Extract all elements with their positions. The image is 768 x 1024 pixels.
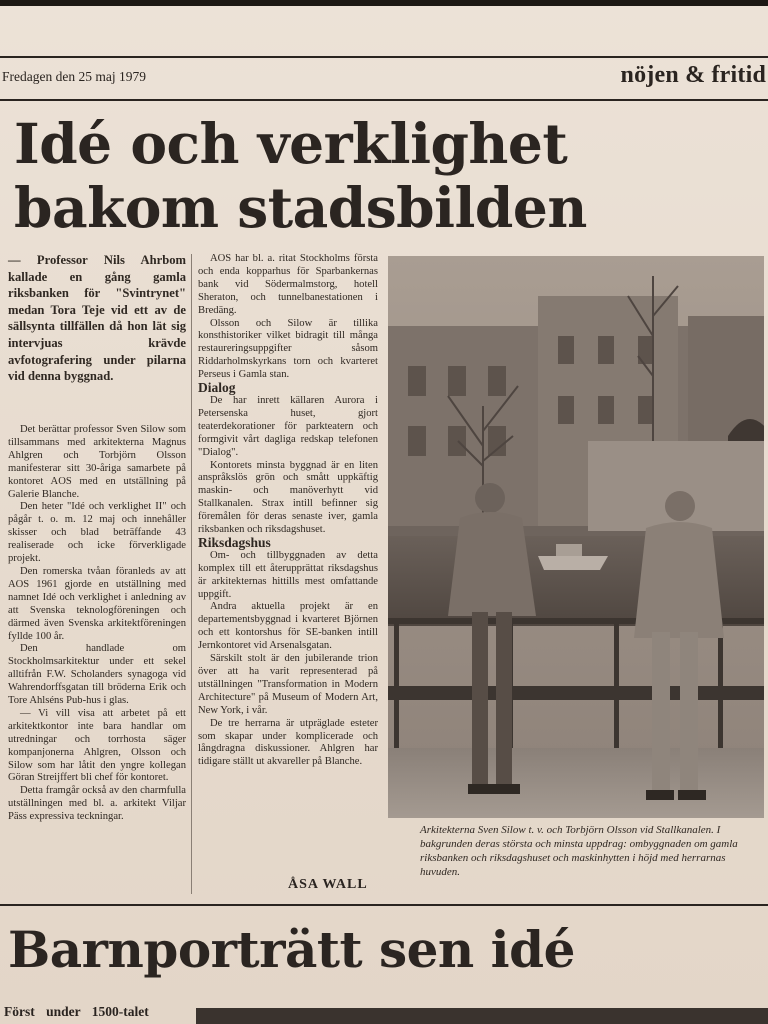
photo-caption: Arkitekterna Sven Silow t. v. och Torbjörn Olsson vid Stallkanalen. I bakgrunden deras största och minsta uppdrag: ombyggnaden om gamla riksbanken och riksdagshuset och maskinhytten i höjd med herrarnas huvuden. — [420, 824, 738, 878]
body-paragraph: AOS har bl. a. ritat Stockholms första och enda kopparhus för Sparbankernas bank vid Södermalmstorg, hotell Sheraton, och tunnelbanestationen i Bredäng. — [198, 253, 378, 316]
section-title: nöjen & fritid — [620, 62, 766, 88]
body-paragraph: Detta framgår också av den charmfulla utställningen med bl. a. arkitekt Viljar Päss expressiva teckningar. — [8, 785, 186, 823]
column-1 — [8, 424, 186, 824]
column-divider — [191, 254, 192, 894]
subheading-dialog: Dialog — [198, 380, 236, 396]
body-paragraph: Andra aktuella projekt är en departementsbyggnad i kvarteret Björnen och ett kontorshus för SE-banken intill Jernkontoret vid Arsenalsgatan. — [198, 601, 378, 652]
body-paragraph: Särskilt stolt är den jubilerande trion över att ha varit representerad på utställningen "Transformation in Modern Architecture" på Museum of Modern Art, New York, i vår. — [198, 653, 378, 716]
body-paragraph: Om- och tillbyggnaden av detta komplex till ett återupprättat riksdagshus är arkitekternas hittills mest omfattande uppgift. — [198, 549, 378, 600]
header-rule-top — [0, 56, 768, 58]
body-paragraph: Den handlade om Stockholmsarkitektur under ett sekel alltifrån F.W. Scholanders synagoga vid Wahrendorffsgatan till bröderna Erik och Tore Ahlséns Pub-hus i glas. — [8, 643, 186, 707]
dateline: Fredagen den 25 maj 1979 — [2, 69, 146, 84]
article-photo — [388, 256, 764, 818]
headline-line-2: bakom stadsbilden — [14, 175, 587, 240]
body-paragraph: Olsson och Silow är tillika konsthistoriker vilket bidragit till många restaureringsuppgifter såsom Riddarholmskyrkans torn och kvarteret Perseus i Gamla stan. — [198, 317, 378, 381]
body-paragraph: De tre herrarna är utpräglade esteter som skapar under komplicerade och långdragna diskussioner. Ahlgren har tidigare ställt ut akvareller på Blanche. — [198, 717, 378, 768]
subheading-riksdagshus: Riksdagshus — [198, 534, 271, 550]
headline-line-1: Idé och verklighet — [14, 111, 568, 176]
column-2 — [198, 253, 378, 769]
body-paragraph: Den heter "Idé och verklighet II" och pågår t. o. m. 12 maj och innehåller skisser och blad beträffande 43 realiserade och icke förverkligade projekt. — [8, 501, 186, 565]
next-article-kicker: Först under 1500-talet — [4, 1004, 149, 1019]
header-rule-bottom — [0, 99, 768, 101]
body-paragraph: Den romerska tvåan föranleds av att AOS 1961 gjorde en utställning med namnet Idé och verklighet i anledning av att Svenska teknologföreningen och därmed även Svenska arkitektföreningen fyllde 100 år. — [8, 565, 186, 642]
next-article-image-edge — [196, 1008, 768, 1024]
next-article-headline: Barnporträtt sen idé — [8, 920, 575, 979]
body-paragraph: De har inrett källaren Aurora i Petersenska huset, gjort teaterdekorationer för parkteatern och formgivit vårt dagliga redskap telefonen "Dialog". — [198, 394, 378, 458]
top-edge — [0, 0, 768, 6]
body-paragraph: Kontorets minsta byggnad är en liten anspråkslös grön och smått uppkäftig maskin- och manöverhytt vid Stallkanalen. Strax intill befinner sig föremålen för deras senaste iver, gamla riksbanken och riksdagshuset. — [198, 459, 378, 536]
lead-paragraph: — Professor Nils Ahrbom kallade en gång gamla riksbanken för "Svintrynet" medan Tora Teje vid ett av de sällsynta tillfällen då hon lät sig intervjuas krävde avfotografering under pilarna vid denna byggnad. — [8, 253, 186, 384]
photo-illustration — [388, 256, 764, 818]
article-separator — [0, 904, 768, 906]
headline — [14, 112, 634, 240]
body-paragraph: — Vi vill visa att arbetet på ett arkitektkontor inte bara handlar om utredningar och torrhosta säger kompanjonerna Ahlgren, Olsson och Silow som har låtit den yngre kollegan Göran Streijffert bli chef för kontoret. — [8, 707, 186, 784]
byline: ÅSA WALL — [288, 877, 368, 892]
body-paragraph: Det berättar professor Sven Silow som tillsammans med arkitekterna Magnus Ahlgren och Torbjörn Olsson manifesterar sitt 30-åriga samarbete på kontoret AOS med en utställning på Galerie Blanche. — [8, 424, 186, 500]
